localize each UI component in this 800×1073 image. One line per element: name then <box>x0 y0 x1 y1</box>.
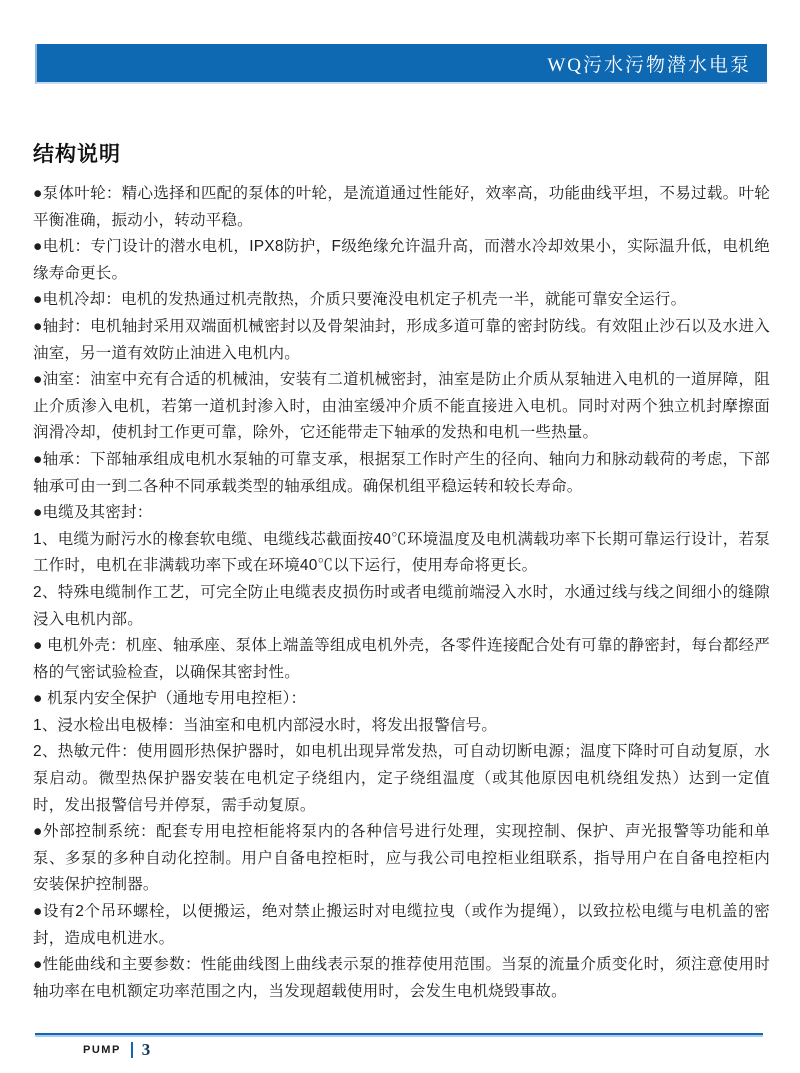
body-paragraph: 2、特殊电缆制作工艺，可完全防止电缆表皮损伤时或者电缆前端浸入水时，水通过线与线之间细小的缝隙浸入电机内部。 <box>33 583 770 628</box>
body-paragraph: ●油室：油室中充有合适的机械油，安装有二道机械密封，油室是防止介质从泵轴进入电机的一道屏障，阻止介质渗入电机，若第一道机封渗入时，由油室缓冲介质不能直接进入电机。同时对两个独立机封摩擦面润滑冷却，使机封工作更可靠，除外，它还能带走下轴承的发热和电机一些热量。 <box>33 371 770 442</box>
section-title: 结构说明 <box>33 143 121 166</box>
footer <box>35 1033 763 1060</box>
body-paragraph: ●泵体叶轮：精心选择和匹配的泵体的叶轮，是流道通过性能好，效率高，功能曲线平坦，不易过载。叶轮平衡准确，振动小，转动平稳。 <box>33 185 770 229</box>
body-paragraph: ●性能曲线和主要参数：性能曲线图上曲线表示泵的推荐使用范围。当泵的流量介质变化时，须注意使用时轴功率在电机额定功率范围之内，当发现超载使用时，会发生电机烧毁事故。 <box>33 956 770 1000</box>
body-paragraph: 2、热敏元件：使用圆形热保护器时，如电机出现异常发热，可自动切断电源；温度下降时可自动复原，水泵启动。微型热保护器安装在电机定子绕组内，定子绕组温度（或其他原因电机绕组发热）达到一定值时，发出报警信号并停泵，需手动复原。 <box>33 743 770 814</box>
body-paragraph: 1、浸水检出电极棒：当油室和电机内部浸水时，将发出报警信号。 <box>33 716 498 734</box>
footer-brand-row <box>83 1040 763 1060</box>
footer-separator <box>131 1042 133 1058</box>
body-paragraph: ●轴封：电机轴封采用双端面机械密封以及骨架油封，形成多道可靠的密封防线。有效阻止沙石以及水进入油室，另一道有效防止油进入电机内。 <box>33 317 770 362</box>
content-area <box>33 138 770 1005</box>
body-paragraph: ●电机冷却：电机的发热通过机壳散热，介质只要淹没电机定子机壳一半，就能可靠安全运行。 <box>33 291 687 309</box>
page-number: 3 <box>141 1040 151 1059</box>
body-paragraph: ● 电机外壳：机座、轴承座、泵体上端盖等组成电机外壳，各零件连接配合处有可靠的静密封，每台都经严格的气密试验检查，以确保其密封性。 <box>33 637 770 681</box>
header-title: WQ污水污物潜水电泵 <box>547 54 751 76</box>
body-paragraph: ●外部控制系统：配套专用电控柜能将泵内的各种信号进行处理，实现控制、保护、声光报警等功能和单泵、多泵的多种自动化控制。用户自备电控柜时，应与我公司电控柜业组联系，指导用户在自备电控柜内安装保护控制器。 <box>33 823 770 894</box>
body-paragraph: ● 机泵内安全保护（通地专用电控柜）： <box>33 690 307 708</box>
body-paragraph: 1、电缆为耐污水的橡套软电缆、电缆线芯截面按40℃环境温度及电机满载功率下长期可靠运行设计，若泵工作时，电机在非满载功率下或在环境40℃以下运行，使用寿命将更长。 <box>33 530 770 575</box>
body-paragraph: ●设有2个吊环螺栓，以便搬运，绝对禁止搬运时对电缆拉曳（或作为提绳），以致拉松电缆与电机盖的密封，造成电机进水。 <box>33 903 770 947</box>
body-paragraph: ●轴承：下部轴承组成电机水泵轴的可靠支承，根据泵工作时产生的径向、轴向力和脉动载荷的考虑，下部轴承可由一到二各种不同承载类型的轴承组成。确保机组平稳运转和较长寿命。 <box>33 450 770 495</box>
footer-divider <box>35 1033 763 1037</box>
body-paragraph: ●电缆及其密封： <box>33 504 153 522</box>
header-band <box>35 44 767 84</box>
footer-brand: PUMP <box>83 1044 121 1056</box>
body-paragraph: ●电机：专门设计的潜水电机，IPX8防护，F级绝缘允许温升高，而潜水冷却效果小，实际温升低，电机绝缘寿命更长。 <box>33 238 770 282</box>
body-text <box>33 181 770 1005</box>
